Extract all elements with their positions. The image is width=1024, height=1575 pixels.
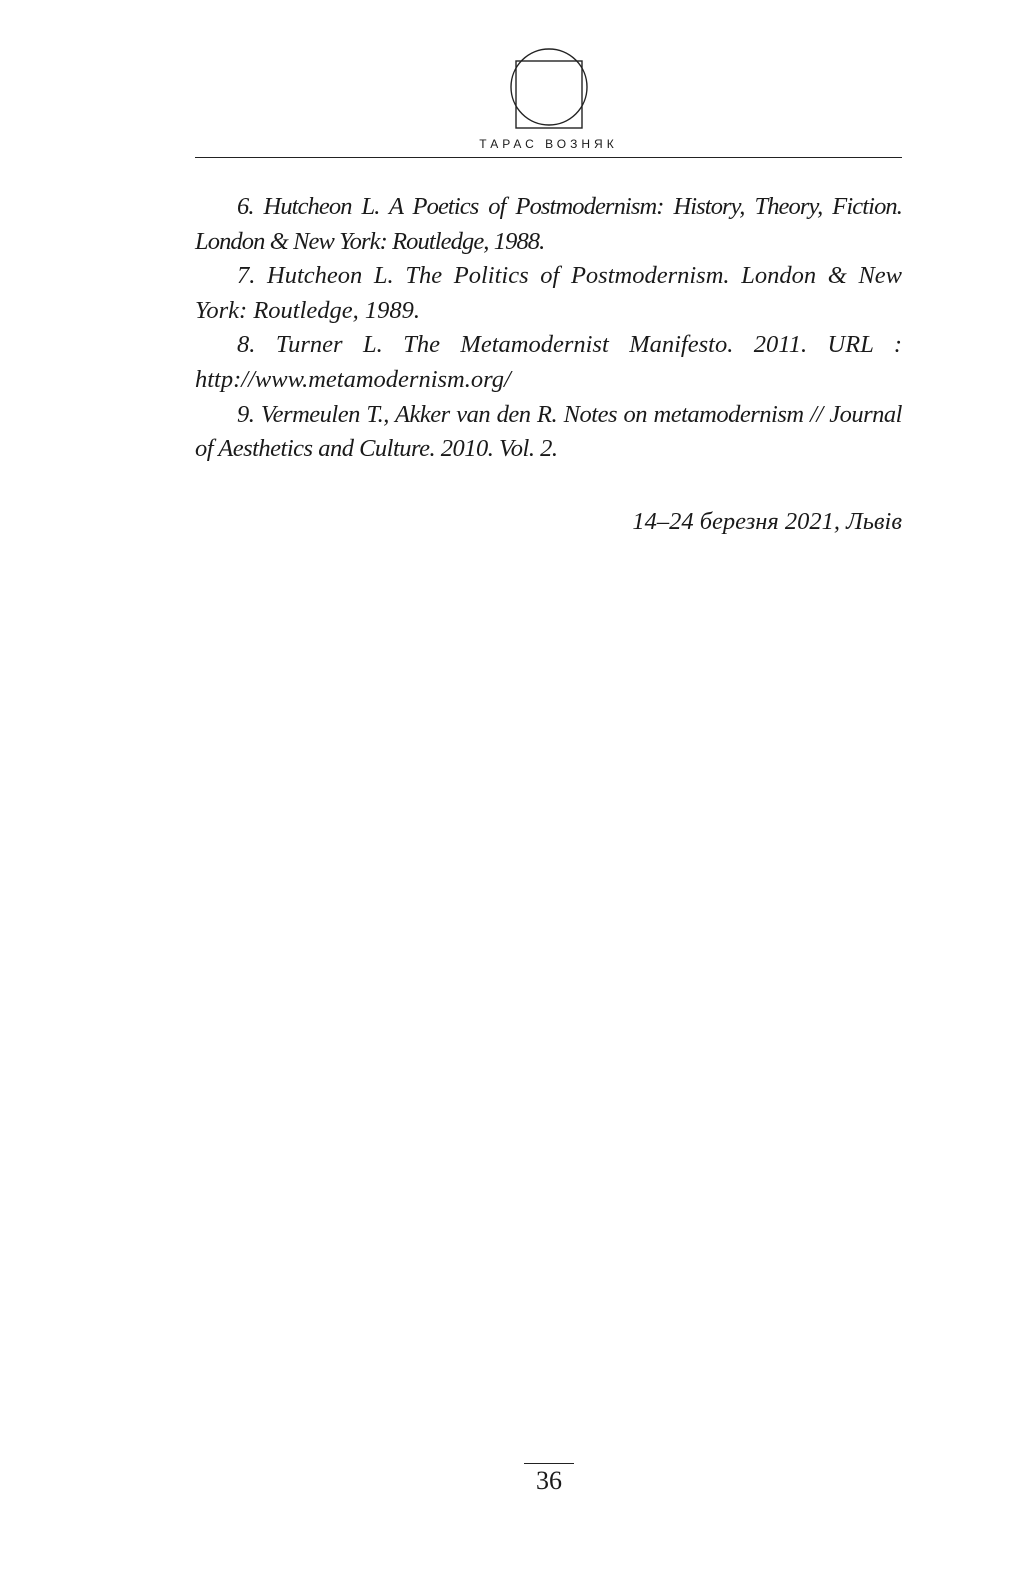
header-divider bbox=[195, 157, 902, 158]
date-place-signoff: 14–24 березня 2021, Львів bbox=[632, 508, 902, 535]
circle-square-logo-icon bbox=[509, 48, 589, 130]
reference-item: 8. Turner L. The Metamodernist Manifesto. 2011. URL : http://www.metamodernism.org/ bbox=[195, 331, 902, 393]
reference-item: 7. Hutcheon L. The Politics of Postmodernism. London & New York: Routledge, 1989. bbox=[195, 262, 902, 324]
page-number: 36 bbox=[524, 1463, 574, 1496]
running-header-author: ТАРАС ВОЗНЯК bbox=[479, 137, 618, 151]
reference-list bbox=[195, 190, 902, 467]
reference-item: 6. Hutcheon L. A Poetics of Postmodernism: History, Theory, Fiction. London & New York: Routledge, 1988. bbox=[195, 193, 902, 255]
reference-item: 9. Vermeulen T., Akker van den R. Notes on metamodernism // Journal of Aesthetics and Culture. 2010. Vol. 2. bbox=[195, 400, 902, 463]
